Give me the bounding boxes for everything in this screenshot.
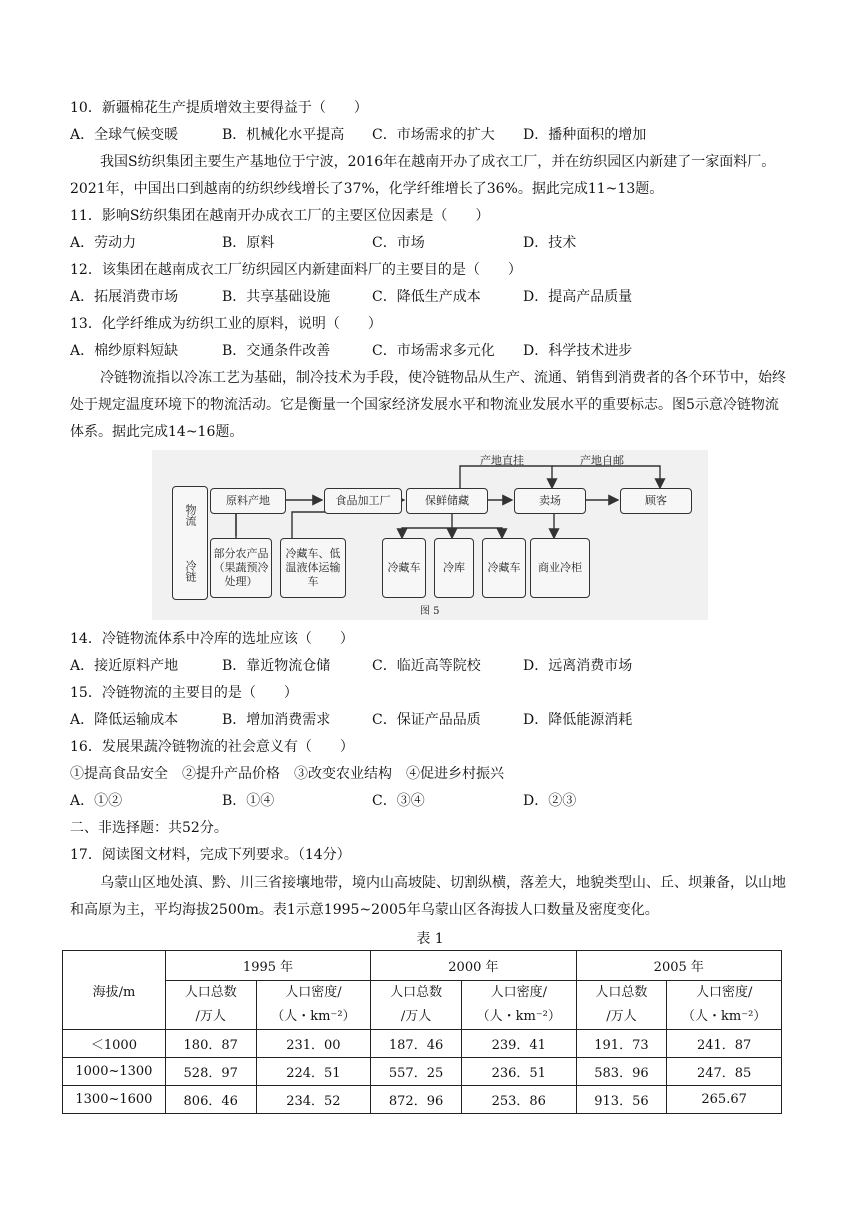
cell: 247．85 bbox=[667, 1058, 782, 1086]
node-raw-material: 原料产地 bbox=[210, 488, 286, 514]
q16-options bbox=[70, 791, 790, 811]
header-density: 人口密度/ （人・km⁻²） bbox=[256, 981, 371, 1030]
row-altitude: 1000~1300 bbox=[63, 1058, 166, 1086]
q11-stem: 11．影响S纺织集团在越南开办成衣工厂的主要区位因素是（ ） bbox=[70, 208, 490, 224]
passage-14-16: 冷链物流指以冷冻工艺为基础，制冷技术为手段，使冷链物品从生产、流通、销售到消费者的各个环节中，始终处于规定温度环境下的物流活动。它是衡量一个国家经济发展水平和物流业发展水平的重要标志。图5示意冷链物流体系。据此完成14~16题。 bbox=[70, 370, 786, 440]
header-pop: 人口总数 /万人 bbox=[165, 981, 256, 1030]
q14-option-d[interactable]: D．远离消费市场 bbox=[523, 658, 633, 674]
cell: 583．96 bbox=[576, 1058, 667, 1086]
q17-stem: 17．阅读图文材料，完成下列要求。（14分） bbox=[70, 847, 351, 863]
cell: 231．00 bbox=[256, 1030, 371, 1058]
header-pop: 人口总数 /万人 bbox=[576, 981, 667, 1030]
cell: 528．97 bbox=[165, 1058, 256, 1086]
q17-passage: 乌蒙山区地处滇、黔、川三省接壤地带，境内山高坡陡、切割纵横，落差大，地貌类型山、丘、坝兼备，以山地和高原为主，平均海拔2500m。表1示意1995~2005年乌蒙山区各海拔人口数量及密度变化。 bbox=[70, 875, 786, 918]
q14-options bbox=[70, 656, 790, 676]
side-label-logistics: 物流 bbox=[184, 504, 197, 526]
q13-stem: 13．化学纤维成为纺织工业的原料，说明（ ） bbox=[70, 316, 382, 332]
q16-stem: 16．发展果蔬冷链物流的社会意义有（ ） bbox=[70, 739, 354, 755]
q12-options bbox=[70, 287, 790, 307]
q16-option-d[interactable]: D．②③ bbox=[523, 793, 577, 809]
header-year-2000: 2000 年 bbox=[371, 951, 576, 981]
table-row bbox=[63, 1058, 782, 1086]
q15-option-d[interactable]: D．降低能源消耗 bbox=[523, 712, 633, 728]
header-density: 人口密度/ （人・km⁻²） bbox=[667, 981, 782, 1030]
cell: 557．25 bbox=[371, 1058, 462, 1086]
node-commercial-freezer: 商业冷柜 bbox=[530, 538, 590, 598]
header-density: 人口密度/ （人・km⁻²） bbox=[461, 981, 576, 1030]
q10-option-d[interactable]: D．播种面积的增加 bbox=[523, 127, 647, 143]
row-altitude: ＜1000 bbox=[63, 1030, 166, 1058]
cold-chain-diagram bbox=[152, 450, 708, 620]
q14-option-a[interactable]: A．接近原料产地 bbox=[70, 658, 179, 674]
node-precooled-produce: 部分农产品（果蔬预冷处理） bbox=[210, 538, 272, 598]
node-customer: 顾客 bbox=[620, 488, 692, 514]
cell: 180．87 bbox=[165, 1030, 256, 1058]
header-altitude: 海拔/m bbox=[63, 951, 166, 1030]
cell: 265.67 bbox=[667, 1086, 782, 1114]
q11-option-a[interactable]: A．劳动力 bbox=[70, 235, 137, 251]
node-fresh-storage: 保鲜储藏 bbox=[406, 488, 488, 514]
q12-option-a[interactable]: A．拓展消费市场 bbox=[70, 289, 179, 305]
q15-options bbox=[70, 710, 790, 730]
q13-option-d[interactable]: D．科学技术进步 bbox=[523, 343, 633, 359]
q15-option-b[interactable]: B．增加消费需求 bbox=[222, 712, 331, 728]
q12-stem: 12．该集团在越南成衣工厂纺织园区内新建面料厂的主要目的是（ ） bbox=[70, 262, 522, 278]
q13-option-c[interactable]: C．市场需求多元化 bbox=[372, 343, 495, 359]
q12-option-c[interactable]: C．降低生产成本 bbox=[372, 289, 481, 305]
q16-option-b[interactable]: B．①④ bbox=[222, 793, 275, 809]
cell: 224．51 bbox=[256, 1058, 371, 1086]
q15-option-a[interactable]: A．降低运输成本 bbox=[70, 712, 179, 728]
q16-items: ①提高食品安全 ②提升产品价格 ③改变农业结构 ④促进乡村振兴 bbox=[70, 766, 504, 782]
label-mail-route: 产地自邮 bbox=[580, 454, 624, 467]
cell: 872．96 bbox=[371, 1086, 462, 1114]
node-cold-storage: 冷库 bbox=[434, 538, 474, 598]
q11-option-b[interactable]: B．原料 bbox=[222, 235, 275, 251]
q11-options bbox=[70, 233, 790, 253]
cell: 913．56 bbox=[576, 1086, 667, 1114]
node-food-factory: 食品加工厂 bbox=[324, 488, 402, 514]
q15-option-c[interactable]: C．保证产品品质 bbox=[372, 712, 481, 728]
q13-option-b[interactable]: B．交通条件改善 bbox=[222, 343, 331, 359]
q14-stem: 14．冷链物流体系中冷库的选址应该（ ） bbox=[70, 631, 354, 647]
header-pop: 人口总数 /万人 bbox=[371, 981, 462, 1030]
q16-option-a[interactable]: A．①② bbox=[70, 793, 123, 809]
figure-caption: 图 5 bbox=[420, 606, 440, 617]
q15-stem: 15．冷链物流的主要目的是（ ） bbox=[70, 685, 298, 701]
table-row bbox=[63, 1030, 782, 1058]
q10-option-c[interactable]: C．市场需求的扩大 bbox=[372, 127, 495, 143]
table-row bbox=[63, 1086, 782, 1114]
q10-options bbox=[70, 125, 790, 145]
cell: 236．51 bbox=[461, 1058, 576, 1086]
node-refrigerated-truck-2: 冷藏车 bbox=[482, 538, 526, 598]
row-altitude: 1300~1600 bbox=[63, 1086, 166, 1114]
node-market: 卖场 bbox=[514, 488, 586, 514]
node-refrigerated-truck-1: 冷藏车 bbox=[382, 538, 426, 598]
cell: 191．73 bbox=[576, 1030, 667, 1058]
cell: 234．52 bbox=[256, 1086, 371, 1114]
cell: 187．46 bbox=[371, 1030, 462, 1058]
section-heading: 二、非选择题：共52分。 bbox=[70, 820, 228, 836]
population-table bbox=[62, 950, 782, 1114]
cell: 239．41 bbox=[461, 1030, 576, 1058]
cell: 253．86 bbox=[461, 1086, 576, 1114]
side-label-box bbox=[172, 486, 208, 600]
table-header-row bbox=[63, 951, 782, 981]
q13-option-a[interactable]: A．棉纱原料短缺 bbox=[70, 343, 179, 359]
passage-11-13: 我国S纺织集团主要生产基地位于宁波，2016年在越南开办了成衣工厂，并在纺织园区内新建了一家面料厂。2021年，中国出口到越南的纺织纱线增长了37%，化学纤维增长了36%。据此完成11~13题。 bbox=[70, 154, 776, 197]
header-year-2005: 2005 年 bbox=[576, 951, 781, 981]
cell: 241．87 bbox=[667, 1030, 782, 1058]
label-direct-route: 产地直挂 bbox=[480, 454, 524, 467]
q11-option-c[interactable]: C．市场 bbox=[372, 235, 425, 251]
table-subheader-row bbox=[63, 981, 782, 1030]
q12-option-b[interactable]: B．共享基础设施 bbox=[222, 289, 331, 305]
q14-option-b[interactable]: B．靠近物流仓储 bbox=[222, 658, 331, 674]
cell: 806．46 bbox=[165, 1086, 256, 1114]
q13-options bbox=[70, 341, 790, 361]
q16-option-c[interactable]: C．③④ bbox=[372, 793, 425, 809]
node-transport-trucks: 冷藏车、低温液体运输车 bbox=[280, 538, 346, 598]
q10-option-b[interactable]: B．机械化水平提高 bbox=[222, 127, 345, 143]
table-caption: 表 1 bbox=[416, 931, 444, 947]
q10-stem: 10．新疆棉花生产提质增效主要得益于（ ） bbox=[70, 100, 368, 116]
q14-option-c[interactable]: C．临近高等院校 bbox=[372, 658, 481, 674]
q10-option-a[interactable]: A．全球气候变暖 bbox=[70, 127, 179, 143]
side-label-coldchain: 冷链 bbox=[184, 560, 197, 582]
q12-option-d[interactable]: D．提高产品质量 bbox=[523, 289, 633, 305]
header-year-1995: 1995 年 bbox=[165, 951, 370, 981]
q11-option-d[interactable]: D．技术 bbox=[523, 235, 577, 251]
